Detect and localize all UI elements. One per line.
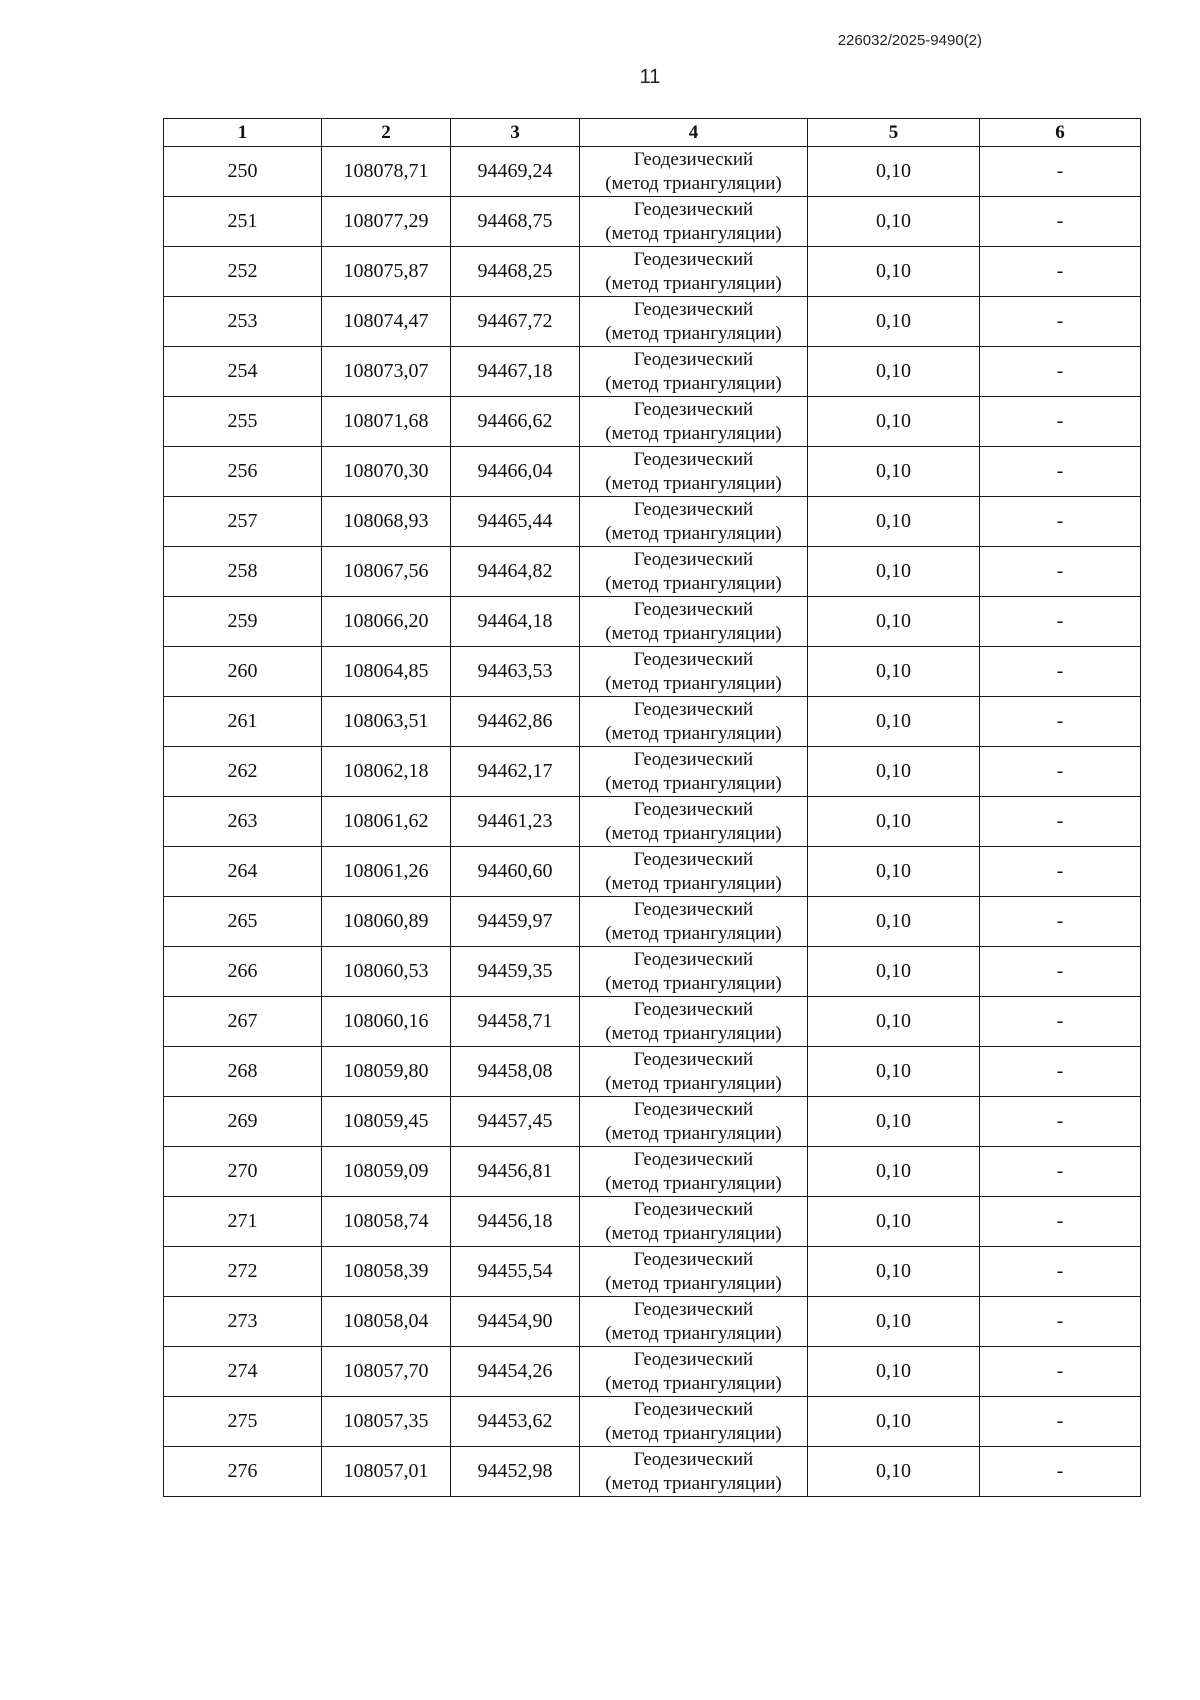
table-row <box>164 497 1141 547</box>
method-line-1: Геодезический <box>633 698 754 720</box>
table-row <box>164 297 1141 347</box>
table-row <box>164 697 1141 747</box>
table-row <box>164 197 1141 247</box>
y-coordinate-cell: 94464,82 <box>451 547 580 597</box>
table-row <box>164 247 1141 297</box>
method-line-2: (метод триангуляции) <box>605 372 782 394</box>
point-number-cell: 276 <box>164 1447 322 1497</box>
table-row <box>164 747 1141 797</box>
y-coordinate-cell: 94454,26 <box>451 1347 580 1397</box>
y-coordinate-cell: 94462,86 <box>451 697 580 747</box>
table-row <box>164 897 1141 947</box>
method-line-2: (метод триангуляции) <box>605 522 782 544</box>
point-number-cell: 264 <box>164 847 322 897</box>
x-coordinate-cell: 108061,26 <box>322 847 451 897</box>
method-cell <box>580 247 808 297</box>
note-cell: - <box>980 197 1141 247</box>
method-line-1: Геодезический <box>633 448 754 470</box>
accuracy-cell: 0,10 <box>808 1447 980 1497</box>
method-cell <box>580 1297 808 1347</box>
y-coordinate-cell: 94455,54 <box>451 1247 580 1297</box>
table-row <box>164 797 1141 847</box>
point-number-cell: 256 <box>164 447 322 497</box>
method-cell <box>580 997 808 1047</box>
note-cell: - <box>980 947 1141 997</box>
method-line-1: Геодезический <box>633 748 754 770</box>
method-cell <box>580 1247 808 1297</box>
x-coordinate-cell: 108060,53 <box>322 947 451 997</box>
table-row <box>164 1447 1141 1497</box>
table-row <box>164 1047 1141 1097</box>
x-coordinate-cell: 108059,45 <box>322 1097 451 1147</box>
accuracy-cell: 0,10 <box>808 447 980 497</box>
method-cell <box>580 347 808 397</box>
table-row <box>164 597 1141 647</box>
method-cell <box>580 597 808 647</box>
point-number-cell: 269 <box>164 1097 322 1147</box>
y-coordinate-cell: 94467,72 <box>451 297 580 347</box>
accuracy-cell: 0,10 <box>808 1347 980 1397</box>
method-cell <box>580 1097 808 1147</box>
y-coordinate-cell: 94458,08 <box>451 1047 580 1097</box>
method-cell <box>580 147 808 197</box>
method-line-1: Геодезический <box>633 348 754 370</box>
note-cell: - <box>980 997 1141 1047</box>
point-number-cell: 254 <box>164 347 322 397</box>
method-cell <box>580 497 808 547</box>
point-number-cell: 259 <box>164 597 322 647</box>
column-header-3: 3 <box>451 119 580 147</box>
method-line-2: (метод триангуляции) <box>605 1172 782 1194</box>
accuracy-cell: 0,10 <box>808 1197 980 1247</box>
method-cell <box>580 1047 808 1097</box>
note-cell: - <box>980 1097 1141 1147</box>
y-coordinate-cell: 94464,18 <box>451 597 580 647</box>
method-line-2: (метод триангуляции) <box>605 1372 782 1394</box>
x-coordinate-cell: 108070,30 <box>322 447 451 497</box>
x-coordinate-cell: 108073,07 <box>322 347 451 397</box>
point-number-cell: 270 <box>164 1147 322 1197</box>
note-cell: - <box>980 1447 1141 1497</box>
accuracy-cell: 0,10 <box>808 397 980 447</box>
method-line-1: Геодезический <box>633 298 754 320</box>
point-number-cell: 250 <box>164 147 322 197</box>
method-cell <box>580 1447 808 1497</box>
y-coordinate-cell: 94458,71 <box>451 997 580 1047</box>
accuracy-cell: 0,10 <box>808 1147 980 1197</box>
method-line-2: (метод триангуляции) <box>605 1122 782 1144</box>
accuracy-cell: 0,10 <box>808 1397 980 1447</box>
method-cell <box>580 897 808 947</box>
x-coordinate-cell: 108057,35 <box>322 1397 451 1447</box>
note-cell: - <box>980 747 1141 797</box>
method-line-2: (метод триангуляции) <box>605 472 782 494</box>
y-coordinate-cell: 94460,60 <box>451 847 580 897</box>
method-line-1: Геодезический <box>633 1098 754 1120</box>
method-cell <box>580 447 808 497</box>
point-number-cell: 274 <box>164 1347 322 1397</box>
note-cell: - <box>980 1297 1141 1347</box>
method-line-2: (метод триангуляции) <box>605 172 782 194</box>
page-number: 11 <box>639 66 661 88</box>
x-coordinate-cell: 108059,09 <box>322 1147 451 1197</box>
accuracy-cell: 0,10 <box>808 947 980 997</box>
x-coordinate-cell: 108071,68 <box>322 397 451 447</box>
accuracy-cell: 0,10 <box>808 497 980 547</box>
accuracy-cell: 0,10 <box>808 1297 980 1347</box>
y-coordinate-cell: 94457,45 <box>451 1097 580 1147</box>
note-cell: - <box>980 647 1141 697</box>
table-row <box>164 847 1141 897</box>
method-line-1: Геодезический <box>633 848 754 870</box>
note-cell: - <box>980 1347 1141 1397</box>
y-coordinate-cell: 94459,35 <box>451 947 580 997</box>
y-coordinate-cell: 94456,18 <box>451 1197 580 1247</box>
y-coordinate-cell: 94468,75 <box>451 197 580 247</box>
note-cell: - <box>980 1197 1141 1247</box>
accuracy-cell: 0,10 <box>808 1097 980 1147</box>
method-line-1: Геодезический <box>633 1348 754 1370</box>
column-header-1: 1 <box>164 119 322 147</box>
table-row <box>164 1297 1141 1347</box>
x-coordinate-cell: 108075,87 <box>322 247 451 297</box>
point-number-cell: 255 <box>164 397 322 447</box>
point-number-cell: 271 <box>164 1197 322 1247</box>
table-row <box>164 447 1141 497</box>
table-row <box>164 647 1141 697</box>
x-coordinate-cell: 108066,20 <box>322 597 451 647</box>
header-row <box>164 119 1141 147</box>
method-cell <box>580 1147 808 1197</box>
accuracy-cell: 0,10 <box>808 647 980 697</box>
method-cell <box>580 747 808 797</box>
note-cell: - <box>980 797 1141 847</box>
note-cell: - <box>980 847 1141 897</box>
method-line-1: Геодезический <box>633 548 754 570</box>
note-cell: - <box>980 597 1141 647</box>
note-cell: - <box>980 147 1141 197</box>
y-coordinate-cell: 94461,23 <box>451 797 580 847</box>
column-header-4: 4 <box>580 119 808 147</box>
method-cell <box>580 647 808 697</box>
method-line-2: (метод триангуляции) <box>605 272 782 294</box>
y-coordinate-cell: 94469,24 <box>451 147 580 197</box>
method-line-2: (метод триангуляции) <box>605 1322 782 1344</box>
method-cell <box>580 797 808 847</box>
x-coordinate-cell: 108057,01 <box>322 1447 451 1497</box>
accuracy-cell: 0,10 <box>808 147 980 197</box>
accuracy-cell: 0,10 <box>808 997 980 1047</box>
accuracy-cell: 0,10 <box>808 697 980 747</box>
method-cell <box>580 397 808 447</box>
method-cell <box>580 547 808 597</box>
x-coordinate-cell: 108058,39 <box>322 1247 451 1297</box>
method-line-1: Геодезический <box>633 1398 754 1420</box>
column-header-2: 2 <box>322 119 451 147</box>
note-cell: - <box>980 497 1141 547</box>
method-line-2: (метод триангуляции) <box>605 322 782 344</box>
method-line-2: (метод триангуляции) <box>605 1272 782 1294</box>
method-line-1: Геодезический <box>633 648 754 670</box>
y-coordinate-cell: 94453,62 <box>451 1397 580 1447</box>
x-coordinate-cell: 108057,70 <box>322 1347 451 1397</box>
method-cell <box>580 1397 808 1447</box>
method-line-1: Геодезический <box>633 1198 754 1220</box>
method-line-2: (метод триангуляции) <box>605 422 782 444</box>
accuracy-cell: 0,10 <box>808 1247 980 1297</box>
method-line-1: Геодезический <box>633 1148 754 1170</box>
note-cell: - <box>980 547 1141 597</box>
note-cell: - <box>980 297 1141 347</box>
method-line-1: Геодезический <box>633 998 754 1020</box>
document-number: 226032/2025-9490(2) <box>837 32 982 49</box>
point-number-cell: 272 <box>164 1247 322 1297</box>
method-line-2: (метод триангуляции) <box>605 622 782 644</box>
method-cell <box>580 947 808 997</box>
table-body <box>164 147 1141 1497</box>
point-number-cell: 275 <box>164 1397 322 1447</box>
accuracy-cell: 0,10 <box>808 547 980 597</box>
note-cell: - <box>980 897 1141 947</box>
x-coordinate-cell: 108058,74 <box>322 1197 451 1247</box>
method-line-2: (метод триангуляции) <box>605 672 782 694</box>
note-cell: - <box>980 397 1141 447</box>
table-row <box>164 547 1141 597</box>
method-cell <box>580 847 808 897</box>
point-number-cell: 252 <box>164 247 322 297</box>
y-coordinate-cell: 94459,97 <box>451 897 580 947</box>
method-line-2: (метод триангуляции) <box>605 872 782 894</box>
method-line-1: Геодезический <box>633 498 754 520</box>
accuracy-cell: 0,10 <box>808 347 980 397</box>
point-number-cell: 261 <box>164 697 322 747</box>
accuracy-cell: 0,10 <box>808 847 980 897</box>
method-cell <box>580 1197 808 1247</box>
point-number-cell: 257 <box>164 497 322 547</box>
note-cell: - <box>980 347 1141 397</box>
table-header <box>164 119 1141 147</box>
table-row <box>164 1247 1141 1297</box>
method-line-2: (метод триангуляции) <box>605 922 782 944</box>
table-row <box>164 1397 1141 1447</box>
method-line-1: Геодезический <box>633 598 754 620</box>
accuracy-cell: 0,10 <box>808 897 980 947</box>
method-line-1: Геодезический <box>633 1448 754 1470</box>
point-number-cell: 267 <box>164 997 322 1047</box>
x-coordinate-cell: 108062,18 <box>322 747 451 797</box>
table-row <box>164 1097 1141 1147</box>
accuracy-cell: 0,10 <box>808 597 980 647</box>
y-coordinate-cell: 94465,44 <box>451 497 580 547</box>
y-coordinate-cell: 94466,04 <box>451 447 580 497</box>
note-cell: - <box>980 1047 1141 1097</box>
table-row <box>164 347 1141 397</box>
method-line-2: (метод триангуляции) <box>605 572 782 594</box>
method-line-2: (метод триангуляции) <box>605 1072 782 1094</box>
x-coordinate-cell: 108059,80 <box>322 1047 451 1097</box>
table-row <box>164 1347 1141 1397</box>
note-cell: - <box>980 697 1141 747</box>
note-cell: - <box>980 447 1141 497</box>
method-line-2: (метод триангуляции) <box>605 772 782 794</box>
method-line-1: Геодезический <box>633 248 754 270</box>
method-line-2: (метод триангуляции) <box>605 1222 782 1244</box>
table-row <box>164 947 1141 997</box>
note-cell: - <box>980 247 1141 297</box>
method-line-1: Геодезический <box>633 948 754 970</box>
note-cell: - <box>980 1147 1141 1197</box>
y-coordinate-cell: 94463,53 <box>451 647 580 697</box>
method-line-1: Геодезический <box>633 898 754 920</box>
x-coordinate-cell: 108058,04 <box>322 1297 451 1347</box>
note-cell: - <box>980 1247 1141 1297</box>
table-row <box>164 397 1141 447</box>
table-row <box>164 1197 1141 1247</box>
method-line-1: Геодезический <box>633 1298 754 1320</box>
method-line-2: (метод триангуляции) <box>605 1422 782 1444</box>
method-line-1: Геодезический <box>633 198 754 220</box>
accuracy-cell: 0,10 <box>808 797 980 847</box>
table-row <box>164 147 1141 197</box>
accuracy-cell: 0,10 <box>808 747 980 797</box>
point-number-cell: 263 <box>164 797 322 847</box>
y-coordinate-cell: 94467,18 <box>451 347 580 397</box>
method-line-2: (метод триангуляции) <box>605 1022 782 1044</box>
x-coordinate-cell: 108067,56 <box>322 547 451 597</box>
x-coordinate-cell: 108060,89 <box>322 897 451 947</box>
point-number-cell: 251 <box>164 197 322 247</box>
x-coordinate-cell: 108061,62 <box>322 797 451 847</box>
accuracy-cell: 0,10 <box>808 247 980 297</box>
y-coordinate-cell: 94468,25 <box>451 247 580 297</box>
accuracy-cell: 0,10 <box>808 1047 980 1097</box>
x-coordinate-cell: 108064,85 <box>322 647 451 697</box>
method-line-1: Геодезический <box>633 1248 754 1270</box>
y-coordinate-cell: 94462,17 <box>451 747 580 797</box>
point-number-cell: 253 <box>164 297 322 347</box>
method-line-2: (метод триангуляции) <box>605 722 782 744</box>
point-number-cell: 273 <box>164 1297 322 1347</box>
x-coordinate-cell: 108074,47 <box>322 297 451 347</box>
method-line-2: (метод триангуляции) <box>605 822 782 844</box>
note-cell: - <box>980 1397 1141 1447</box>
point-number-cell: 265 <box>164 897 322 947</box>
x-coordinate-cell: 108077,29 <box>322 197 451 247</box>
x-coordinate-cell: 108060,16 <box>322 997 451 1047</box>
method-cell <box>580 197 808 247</box>
column-header-5: 5 <box>808 119 980 147</box>
x-coordinate-cell: 108068,93 <box>322 497 451 547</box>
method-line-1: Геодезический <box>633 1048 754 1070</box>
x-coordinate-cell: 108078,71 <box>322 147 451 197</box>
coordinates-table <box>163 118 1141 1497</box>
point-number-cell: 262 <box>164 747 322 797</box>
table-row <box>164 1147 1141 1197</box>
table-row <box>164 997 1141 1047</box>
y-coordinate-cell: 94466,62 <box>451 397 580 447</box>
method-line-1: Геодезический <box>633 798 754 820</box>
method-line-2: (метод триангуляции) <box>605 1472 782 1494</box>
point-number-cell: 266 <box>164 947 322 997</box>
y-coordinate-cell: 94456,81 <box>451 1147 580 1197</box>
y-coordinate-cell: 94452,98 <box>451 1447 580 1497</box>
method-line-2: (метод триангуляции) <box>605 222 782 244</box>
point-number-cell: 268 <box>164 1047 322 1097</box>
method-cell <box>580 1347 808 1397</box>
method-line-2: (метод триангуляции) <box>605 972 782 994</box>
x-coordinate-cell: 108063,51 <box>322 697 451 747</box>
method-line-1: Геодезический <box>633 148 754 170</box>
method-cell <box>580 697 808 747</box>
point-number-cell: 260 <box>164 647 322 697</box>
method-cell <box>580 297 808 347</box>
point-number-cell: 258 <box>164 547 322 597</box>
column-header-6: 6 <box>980 119 1141 147</box>
y-coordinate-cell: 94454,90 <box>451 1297 580 1347</box>
method-line-1: Геодезический <box>633 398 754 420</box>
accuracy-cell: 0,10 <box>808 297 980 347</box>
accuracy-cell: 0,10 <box>808 197 980 247</box>
